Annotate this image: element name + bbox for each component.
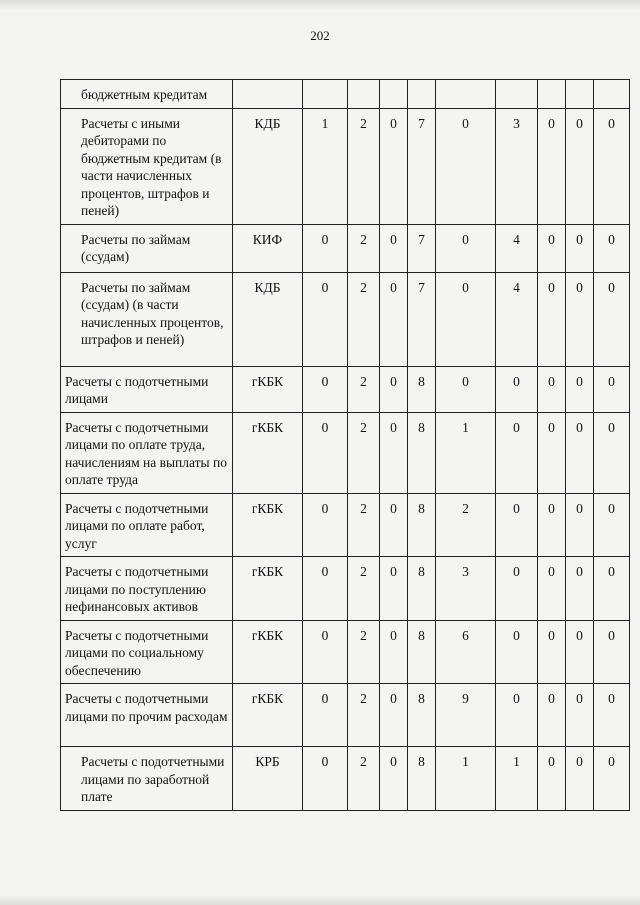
digit-cell: 0 [496, 557, 538, 621]
digit-cell: 0 [380, 493, 408, 557]
digit-cell: 0 [496, 493, 538, 557]
table-row [61, 80, 630, 109]
digit-cell: 0 [380, 412, 408, 493]
digit-cell: 2 [348, 366, 380, 412]
table-row [61, 108, 630, 224]
table-row [61, 747, 630, 811]
code-cell: КИФ [233, 224, 303, 272]
digit-cell: 0 [436, 108, 496, 224]
digit-cell: 0 [303, 747, 348, 811]
digit-cell: 0 [566, 108, 594, 224]
digit-cell: 0 [496, 620, 538, 684]
digit-cell: 2 [348, 224, 380, 272]
digit-cell: 8 [408, 366, 436, 412]
digit-cell: 8 [408, 557, 436, 621]
digit-cell: 0 [566, 684, 594, 747]
digit-cell: 0 [496, 684, 538, 747]
digit-cell: 0 [594, 620, 630, 684]
digit-cell: 0 [538, 557, 566, 621]
digit-cell: 8 [408, 412, 436, 493]
account-name-cell: Расчеты с подотчетными лицами по оплате труда, начислениям на выплаты по оплате труда [61, 412, 233, 493]
digit-cell: 0 [303, 493, 348, 557]
digit-cell: 0 [566, 747, 594, 811]
digit-cell: 0 [594, 684, 630, 747]
digit-cell: 3 [496, 108, 538, 224]
digit-cell [566, 80, 594, 109]
digit-cell: 0 [594, 412, 630, 493]
account-name-cell: Расчеты по займам (ссудам) (в части начисленных процентов, штрафов и пеней) [61, 272, 233, 366]
code-cell [233, 80, 303, 109]
digit-cell: 9 [436, 684, 496, 747]
digit-cell [380, 80, 408, 109]
digit-cell: 0 [538, 747, 566, 811]
code-cell: гКБК [233, 684, 303, 747]
digit-cell: 7 [408, 108, 436, 224]
page-number: 202 [310, 28, 330, 43]
digit-cell: 4 [496, 272, 538, 366]
account-name-cell: бюджетным кредитам [61, 80, 233, 109]
digit-cell: 0 [538, 224, 566, 272]
table-row [61, 684, 630, 747]
digit-cell: 2 [436, 493, 496, 557]
digit-cell: 0 [436, 272, 496, 366]
digit-cell: 0 [594, 108, 630, 224]
digit-cell: 8 [408, 620, 436, 684]
digit-cell: 0 [303, 272, 348, 366]
table-row [61, 620, 630, 684]
digit-cell: 3 [436, 557, 496, 621]
digit-cell: 1 [303, 108, 348, 224]
digit-cell: 0 [566, 557, 594, 621]
digit-cell: 2 [348, 493, 380, 557]
digit-cell: 1 [436, 747, 496, 811]
scan-edge-bottom [0, 895, 640, 905]
digit-cell: 0 [380, 272, 408, 366]
table-row [61, 557, 630, 621]
account-name-cell: Расчеты с подотчетными лицами по поступлению нефинансовых активов [61, 557, 233, 621]
digit-cell [303, 80, 348, 109]
account-name-cell: Расчеты с подотчетными лицами по социальному обеспечению [61, 620, 233, 684]
digit-cell: 2 [348, 747, 380, 811]
digit-cell: 0 [566, 620, 594, 684]
account-name-cell: Расчеты с подотчетными лицами по заработной плате [61, 747, 233, 811]
digit-cell: 0 [496, 366, 538, 412]
digit-cell: 0 [380, 557, 408, 621]
table-row [61, 224, 630, 272]
table-row [61, 366, 630, 412]
digit-cell: 0 [566, 493, 594, 557]
digit-cell: 0 [380, 747, 408, 811]
digit-cell: 0 [538, 272, 566, 366]
table-row [61, 412, 630, 493]
digit-cell [496, 80, 538, 109]
digit-cell: 0 [538, 620, 566, 684]
digit-cell: 2 [348, 108, 380, 224]
digit-cell: 0 [303, 684, 348, 747]
digit-cell: 1 [496, 747, 538, 811]
digit-cell: 2 [348, 557, 380, 621]
digit-cell: 0 [538, 684, 566, 747]
digit-cell: 8 [408, 684, 436, 747]
code-cell: гКБК [233, 366, 303, 412]
digit-cell: 2 [348, 620, 380, 684]
digit-cell: 0 [566, 272, 594, 366]
digit-cell [436, 80, 496, 109]
digit-cell: 0 [538, 108, 566, 224]
digit-cell [408, 80, 436, 109]
digit-cell: 0 [538, 412, 566, 493]
account-name-cell: Расчеты с подотчетными лицами по прочим расходам [61, 684, 233, 747]
digit-cell: 0 [594, 366, 630, 412]
digit-cell [348, 80, 380, 109]
digit-cell: 2 [348, 412, 380, 493]
accounts-table [60, 79, 630, 811]
digit-cell: 1 [436, 412, 496, 493]
digit-cell: 0 [303, 557, 348, 621]
account-name-cell: Расчеты с подотчетными лицами по оплате работ, услуг [61, 493, 233, 557]
digit-cell [538, 80, 566, 109]
digit-cell: 0 [380, 620, 408, 684]
digit-cell: 2 [348, 272, 380, 366]
digit-cell: 0 [380, 224, 408, 272]
digit-cell: 7 [408, 224, 436, 272]
code-cell: КДБ [233, 108, 303, 224]
code-cell: КДБ [233, 272, 303, 366]
digit-cell: 0 [436, 224, 496, 272]
account-name-cell: Расчеты с подотчетными лицами [61, 366, 233, 412]
code-cell: гКБК [233, 557, 303, 621]
digit-cell: 8 [408, 747, 436, 811]
digit-cell: 0 [496, 412, 538, 493]
digit-cell: 4 [496, 224, 538, 272]
digit-cell: 0 [303, 412, 348, 493]
digit-cell: 0 [380, 366, 408, 412]
digit-cell: 8 [408, 493, 436, 557]
digit-cell: 0 [566, 366, 594, 412]
digit-cell: 0 [380, 108, 408, 224]
digit-cell: 6 [436, 620, 496, 684]
digit-cell: 0 [594, 224, 630, 272]
account-name-cell: Расчеты по займам (ссудам) [61, 224, 233, 272]
digit-cell: 0 [538, 493, 566, 557]
digit-cell: 0 [303, 620, 348, 684]
digit-cell: 0 [594, 557, 630, 621]
digit-cell: 0 [380, 684, 408, 747]
digit-cell: 0 [303, 224, 348, 272]
digit-cell: 0 [566, 412, 594, 493]
digit-cell [594, 80, 630, 109]
account-name-cell: Расчеты с иными дебиторами по бюджетным кредитам (в части начисленных процентов, штрафов и пеней) [61, 108, 233, 224]
code-cell: гКБК [233, 493, 303, 557]
digit-cell: 0 [566, 224, 594, 272]
table-row [61, 272, 630, 366]
digit-cell: 2 [348, 684, 380, 747]
scan-edge-top [0, 0, 640, 10]
digit-cell: 0 [538, 366, 566, 412]
code-cell: гКБК [233, 620, 303, 684]
digit-cell: 0 [594, 747, 630, 811]
code-cell: гКБК [233, 412, 303, 493]
code-cell: КРБ [233, 747, 303, 811]
digit-cell: 0 [303, 366, 348, 412]
table-row [61, 493, 630, 557]
digit-cell: 7 [408, 272, 436, 366]
digit-cell: 0 [594, 493, 630, 557]
digit-cell: 0 [594, 272, 630, 366]
digit-cell: 0 [436, 366, 496, 412]
